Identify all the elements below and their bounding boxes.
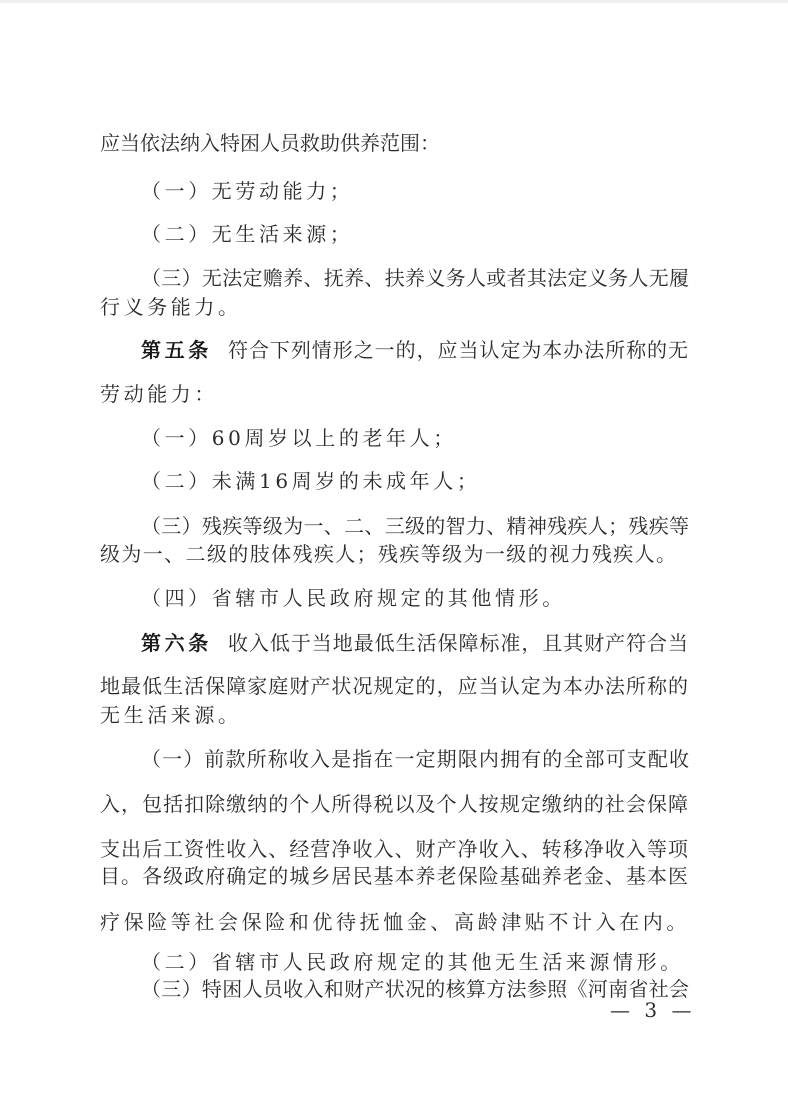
text-line: （二）无生活来源； [141, 222, 354, 246]
text-line: 入，包括扣除缴纳的个人所得税以及个人按规定缴纳的社会保障 [100, 792, 688, 816]
text-line: （三）无法定赡养、抚养、扶养义务人或者其法定义务人无履 [141, 266, 689, 290]
text-line: 地最低生活保障家庭财产状况规定的，应当认定为本办法所称的 [100, 674, 688, 698]
text-line: （三）残疾等级为一、二、三级的智力、精神残疾人；残疾等 [141, 514, 689, 538]
text-line: 支出后工资性收入、经营净收入、财产净收入、转移净收入等项 [100, 837, 688, 861]
text-line: （二）省辖市人民政府规定的其他无生活来源情形。 [141, 950, 684, 974]
text-line: 应当依法纳入特困人员救助供养范围： [100, 131, 440, 155]
text-line: 行义务能力。 [100, 295, 242, 319]
text-line: 劳动能力： [100, 382, 218, 406]
scan-edge [0, 0, 788, 3]
text-line: 级为一、二级的肢体残疾人；残疾等级为一级的视力残疾人。 [100, 542, 676, 566]
text-line: （二）未满16周岁的未成年人； [141, 469, 481, 493]
text-line: （一）无劳动能力； [141, 179, 354, 203]
text-line: （一）60周岁以上的老年人； [141, 426, 457, 450]
article-heading: 第五条 [141, 338, 212, 362]
article-heading: 第六条 [141, 631, 212, 655]
text-line: （三）特困人员收入和财产状况的核算方法参照《河南省社会 [141, 977, 689, 1001]
text-line: 无生活来源。 [100, 703, 242, 727]
text-line: （四）省辖市人民政府规定的其他情形。 [141, 586, 566, 610]
text-line: 疗保险等社会保险和优待抚恤金、高龄津贴不计入在内。 [100, 910, 690, 934]
text-line: （一）前款所称收入是指在一定期限内拥有的全部可支配收 [141, 747, 689, 771]
text-line: 目。各级政府确定的城乡居民基本养老保险基础养老金、基本医 [100, 864, 688, 888]
text-line: 收入低于当地最低生活保障标准，且其财产符合当 [228, 631, 688, 655]
page-number: — 3 — [610, 998, 696, 1022]
text-line: 符合下列情形之一的，应当认定为本办法所称的无 [228, 338, 688, 362]
